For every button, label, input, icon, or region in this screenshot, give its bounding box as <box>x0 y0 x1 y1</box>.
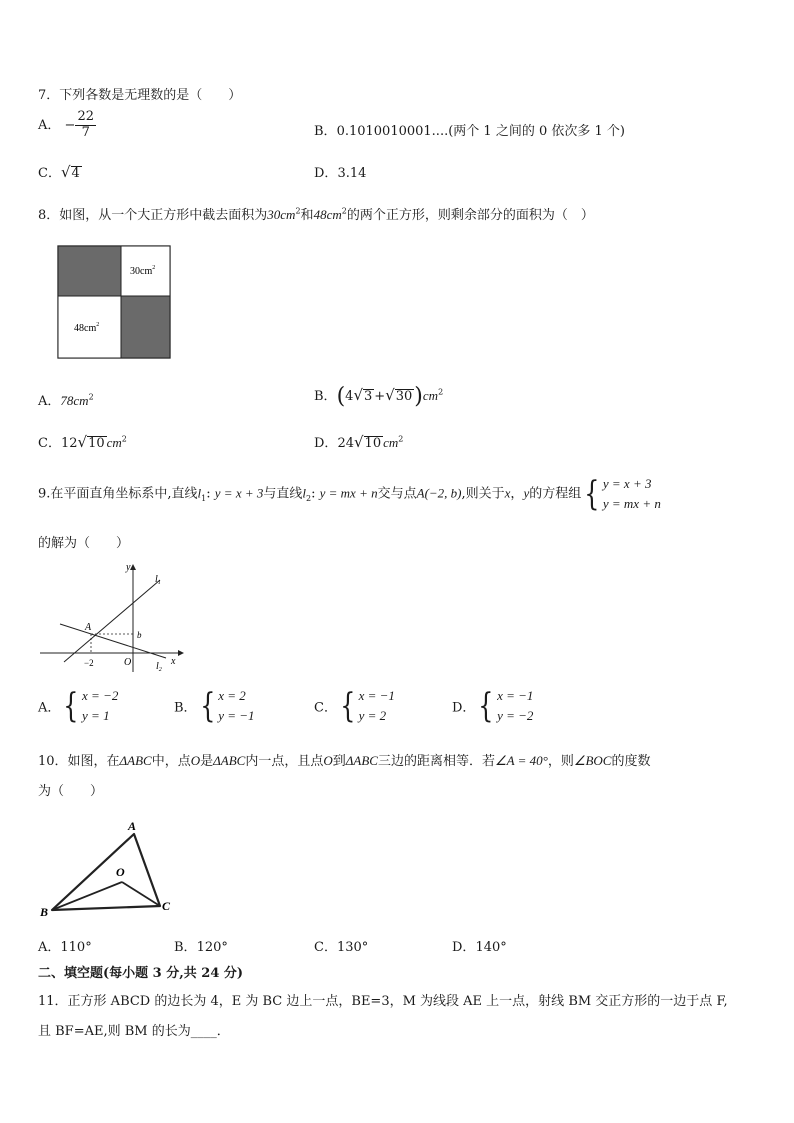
q9-stem-line2: 的解为（ ） <box>38 536 130 551</box>
q8-option-a: A．$78cm^2$ <box>38 392 94 409</box>
q9-label-b: b <box>137 630 142 640</box>
q10-option-a: A．110° <box>38 940 92 955</box>
q9-label-a: A <box>85 622 92 633</box>
q8-stem: 8．如图，从一个大正方形中截去面积为$30cm^2$和$48cm^2$的两个正方形，则剩余部分的面积为（ ） <box>38 206 594 223</box>
q7-a-fraction: $\frac{22}{7}$ <box>77 109 94 140</box>
q8-fig-label-30: $30cm^2$ <box>130 265 156 277</box>
q7-a-label: A． <box>38 117 61 133</box>
q8-shaded-top-left <box>58 246 121 296</box>
q11-line2: 且 BF=AE,则 BM 的长为____． <box>38 1024 230 1039</box>
q7-stem: 7．下列各数是无理数的是（ ） <box>38 88 242 103</box>
q9-graph <box>38 560 188 675</box>
q10-label-o: O <box>116 865 125 879</box>
q11-line1: 11．正方形 ABCD 的边长为 4，E 为 BC 边上一点，BE=3，M 为线段 AE 上一点，射线 BM 交正方形的一边于点 F, <box>38 994 728 1009</box>
q9-x-arrow <box>178 650 184 656</box>
q10-triangle-figure <box>38 816 178 916</box>
q9-label-l2: $l_2$ <box>156 661 162 673</box>
q7-option-c: C．√4 <box>38 163 80 181</box>
q8-option-b: B．$(4√3 +√30)cm^2$ <box>314 384 444 409</box>
q7-option-d: D．3.14 <box>314 166 367 181</box>
q10-stem-line1: 10．如图，在ΔABC中，点O是ΔABC内一点，且点O到ΔABC三边的距离相等．若∠A = 40°，则∠BOC的度数 <box>38 753 651 769</box>
section-fill-in-title: 二、填空题(每小题 3 分,共 24 分) <box>38 966 244 981</box>
q10-option-b: B．120° <box>174 940 228 955</box>
q9-option-b: B．{ x = 2 y = −1 <box>174 686 255 727</box>
q8-shaded-bottom-right <box>121 296 170 358</box>
q9-line-l1 <box>64 580 160 662</box>
q8-fig-label-48: $48cm^2$ <box>74 322 100 334</box>
q9-system: y = x + 3 y = mx + n <box>602 476 661 512</box>
q9-y-arrow <box>130 564 136 570</box>
q8-figure <box>56 244 174 362</box>
q10-label-c: C <box>162 899 171 913</box>
q7-option-a: A． − $\frac{22}{7}$ <box>38 109 94 140</box>
q10-triangle <box>52 834 160 910</box>
q10-segment-oc <box>122 882 160 906</box>
q7-option-b: B．0.1010010001....(两个 1 之间的 0 依次多 1 个) <box>314 124 625 139</box>
q9-label-x: x <box>171 656 176 667</box>
q9-label-y: y <box>126 562 131 573</box>
q10-option-c: C．130° <box>314 940 369 955</box>
q9-label-o: O <box>124 657 132 668</box>
q9-label-neg2: −2 <box>84 658 94 668</box>
q9-stem-line1: 9.在平面直角坐标系中,直线$l_1$: y = x + 3与直线$l_2$: y = mx + n交与点A(−2, b),则关于x，y的方程组{ y = x + 3 y = mx + n <box>38 474 661 515</box>
q9-option-d: D．{ x = −1 y = −2 <box>452 686 534 727</box>
q8-option-d: D．24√10 $cm^2$ <box>314 433 404 451</box>
q10-stem-line2: 为（ ） <box>38 784 104 799</box>
q9-option-c: C．{ x = −1 y = 2 <box>314 686 395 727</box>
q8-option-c: C．12√10 $cm^2$ <box>38 433 127 451</box>
q10-segment-bo <box>52 882 122 910</box>
q10-option-d: D．140° <box>452 940 507 955</box>
q9-option-a: A．{ x = −2 y = 1 <box>38 686 119 727</box>
q10-label-b: B <box>40 905 49 916</box>
q10-label-a: A <box>128 819 137 833</box>
q9-label-l1: $l_1$ <box>155 574 161 586</box>
